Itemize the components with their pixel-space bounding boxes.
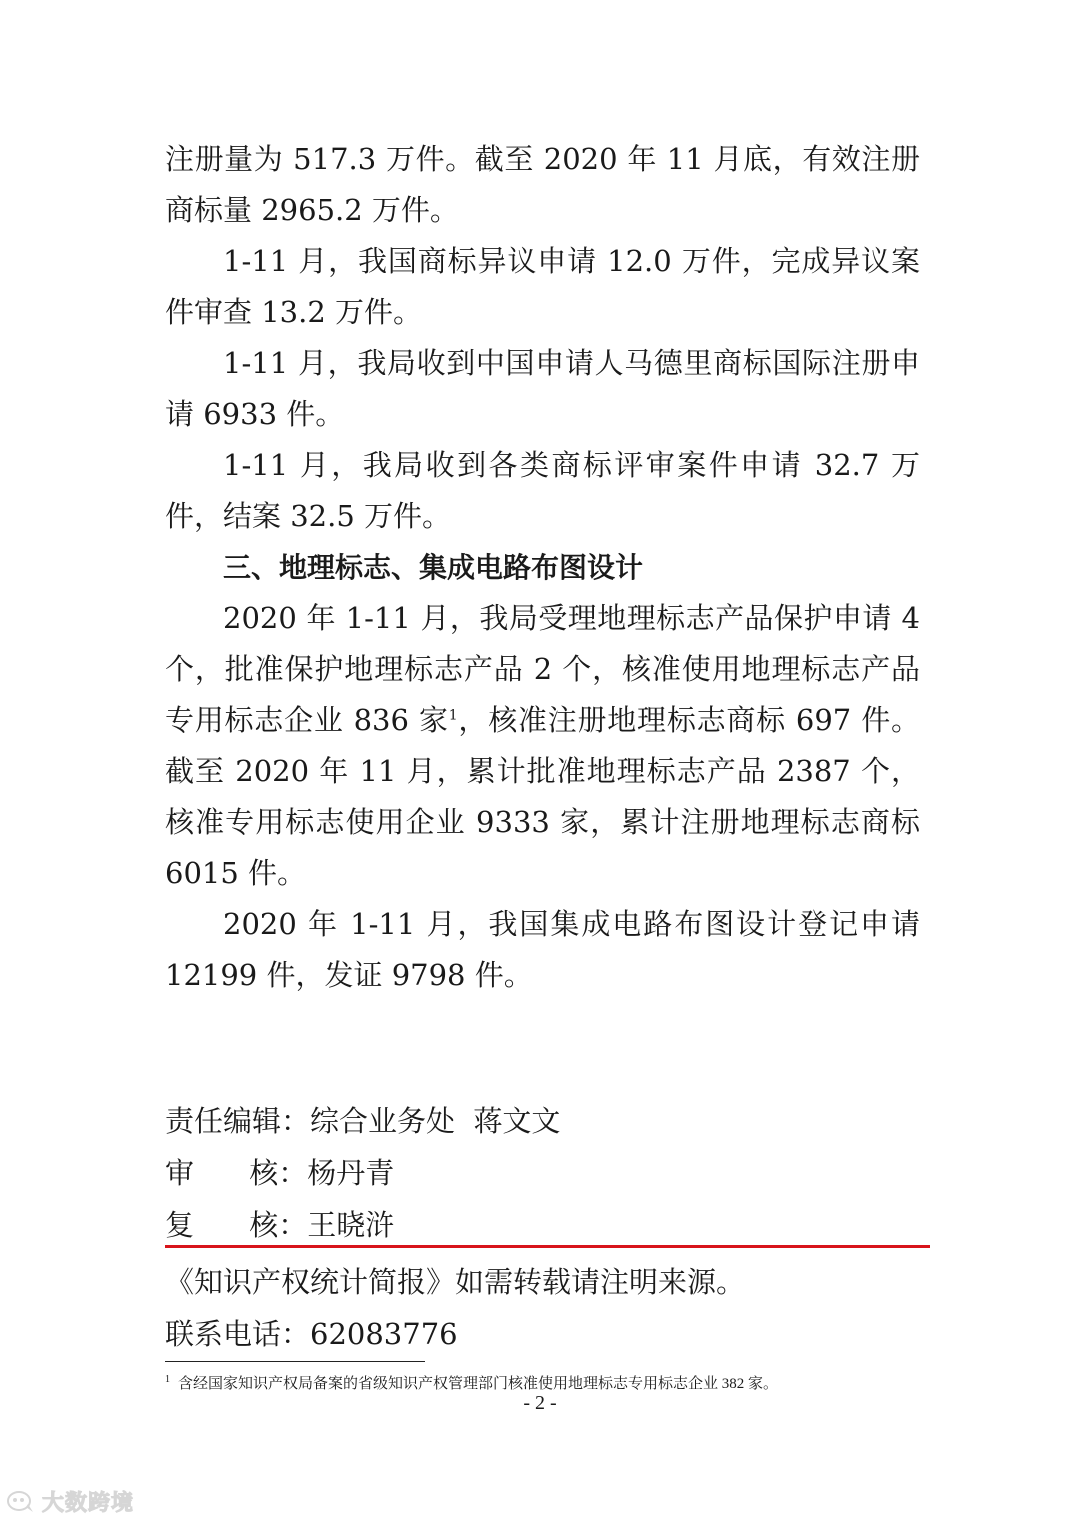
paragraph-registration: 注册量为 517.3 万件。截至 2020 年 11 月底，有效注册商标量 2965.2 万件。 bbox=[165, 142, 920, 227]
section-heading: 三、地理标志、集成电路布图设计 bbox=[223, 551, 644, 584]
paragraph-review: 1-11 月，我局收到各类商标评审案件申请 32.7 万件，结案 32.5 万件。 bbox=[165, 448, 920, 533]
reviewer-line: 审 核：杨丹青 bbox=[165, 1156, 395, 1190]
watermark bbox=[6, 1483, 134, 1519]
contact-phone: 联系电话：62083776 bbox=[165, 1317, 458, 1351]
paragraph-geographical-indication bbox=[165, 593, 920, 899]
paragraph-opposition: 1-11 月，我国商标异议申请 12.0 万件，完成异议案件审查 13.2 万件。 bbox=[165, 244, 920, 329]
paragraph-madrid: 1-11 月，我局收到中国申请人马德里商标国际注册申请 6933 件。 bbox=[165, 346, 920, 431]
paragraph-integrated-circuit: 2020 年 1-11 月，我国集成电路布图设计登记申请 12199 件，发证 9798 件。 bbox=[165, 907, 920, 992]
credits-block bbox=[165, 1095, 925, 1251]
rechecker-line: 复 核：王晓浒 bbox=[165, 1208, 395, 1242]
page-number: - 2 - bbox=[523, 1392, 557, 1414]
notice-block bbox=[165, 1256, 925, 1360]
watermark-logo-icon bbox=[6, 1488, 36, 1514]
editor-line: 责任编辑：综合业务处 蒋文文 bbox=[165, 1104, 561, 1138]
red-divider bbox=[165, 1245, 930, 1248]
watermark-text: 大数跨境 bbox=[42, 1490, 135, 1516]
gi-text-part2: ，核准注册地理标志商标 697 件。截至 2020 年 11 月，累计批准地理标志产品 2387 个，核准专用标志使用企业 9333 家，累计注册地理标志商标 6015 件。 bbox=[165, 703, 920, 890]
gi-text-part1: 2020 年 1-11 月，我局受理地理标志产品保护申请 4 个，批准保护地理标志产品 2 个，核准使用地理标志产品专用标志企业 836 家 bbox=[165, 601, 920, 737]
footnote-mark: 1 bbox=[165, 1374, 170, 1385]
reprint-notice: 《知识产权统计简报》如需转载请注明来源。 bbox=[165, 1265, 746, 1299]
footnote-divider bbox=[165, 1361, 425, 1362]
body-text bbox=[165, 134, 920, 1001]
footnote-reference: 1 bbox=[448, 707, 458, 724]
footnote-text: 含经国家知识产权局备案的省级知识产权管理部门核准使用地理标志专用标志企业 382 家。 bbox=[178, 1376, 779, 1392]
